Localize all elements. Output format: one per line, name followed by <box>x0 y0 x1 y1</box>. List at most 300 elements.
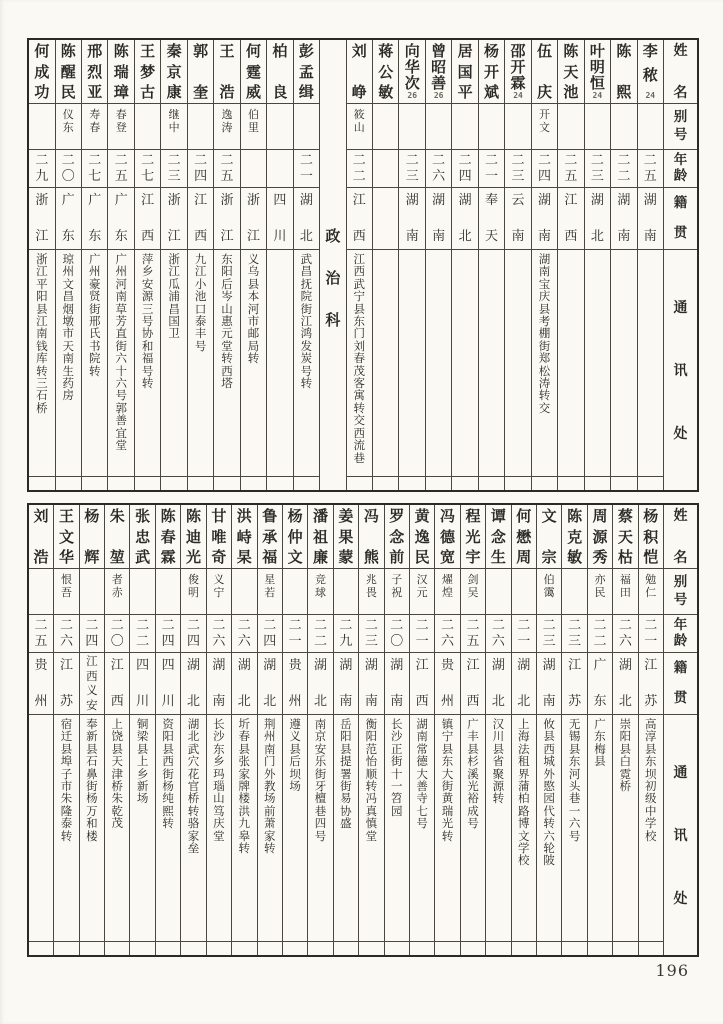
bottom-strip <box>562 942 586 955</box>
name-cell: 李 秾 24 <box>638 40 663 104</box>
age-cell: 二 三 <box>359 615 383 653</box>
header-alias: 别 号 <box>664 104 697 150</box>
bottom-strip <box>479 477 504 490</box>
age-cell <box>373 150 398 188</box>
name-cell: 刘 浩 <box>29 505 53 569</box>
person-column <box>637 40 663 490</box>
age-cell: 二 一 <box>294 150 319 188</box>
origin-cell: 浙 江 <box>214 188 239 250</box>
bottom-strip <box>308 942 332 955</box>
alias-cell <box>399 104 424 150</box>
name-cell: 甘 唯 奇 <box>207 505 231 569</box>
alias-cell: 剑 吴 <box>461 569 485 615</box>
alias-cell: 亦 民 <box>588 569 612 615</box>
bottom-strip <box>54 942 78 955</box>
name-cell: 陈 瑞 璋 <box>108 40 133 104</box>
origin-cell: 湖 北 <box>613 653 637 715</box>
bottom-strip <box>461 942 485 955</box>
alias-cell <box>334 569 358 615</box>
bottom-strip <box>512 942 536 955</box>
age-cell: 二 一 <box>512 615 536 653</box>
age-cell: 二 四 <box>80 615 104 653</box>
person-column <box>29 505 53 955</box>
alias-cell: 福 田 <box>613 569 637 615</box>
bottom-strip <box>188 477 213 490</box>
address-cell: 岳 阳 县 提 署 街 易 协 盛 <box>334 715 358 942</box>
age-cell: 二 三 <box>161 150 186 188</box>
alias-cell <box>505 104 530 150</box>
origin-cell: 湖 北 <box>232 653 256 715</box>
name-cell: 何 霆 威 <box>241 40 266 104</box>
address-cell: 上 饶 县 天 津 桥 朱 乾 茂 <box>105 715 129 942</box>
age-cell: 二 四 <box>188 150 213 188</box>
person-column <box>612 505 637 955</box>
address-cell: 南 京 安 乐 街 牙 檀 巷 四 号 <box>308 715 332 942</box>
age-cell: 二 二 <box>347 150 372 188</box>
person-column <box>504 40 530 490</box>
origin-cell: 湖 北 <box>181 653 205 715</box>
origin-cell: 湖 北 <box>308 653 332 715</box>
address-cell <box>452 250 477 477</box>
origin-cell: 湖 南 <box>638 188 663 250</box>
origin-cell: 江 苏 <box>562 653 586 715</box>
age-cell: 二 三 <box>399 150 424 188</box>
bottom-strip <box>130 942 154 955</box>
bottom-strip <box>373 477 398 490</box>
name-cell: 柏 良 <box>267 40 292 104</box>
age-cell: 二 〇 <box>385 615 409 653</box>
person-column <box>584 40 610 490</box>
alias-cell <box>479 104 504 150</box>
person-column <box>129 505 154 955</box>
age-cell: 二 四 <box>181 615 205 653</box>
origin-cell: 湖 南 <box>532 188 557 250</box>
address-cell: 衡 阳 范 怡 顺 转 冯 真 慎 堂 <box>359 715 383 942</box>
bottom-strip <box>435 942 459 955</box>
origin-cell: 贵 州 <box>29 653 53 715</box>
person-column <box>610 40 636 490</box>
alias-cell <box>373 104 398 150</box>
address-cell: 无 锡 县 东 河 头 巷 一 六 号 <box>562 715 586 942</box>
footnote-mark: 26 <box>407 91 418 100</box>
person-column <box>240 40 266 490</box>
alias-cell <box>638 104 663 150</box>
origin-cell: 湖 南 <box>359 653 383 715</box>
address-cell: 琼 州 文 昌 烟 墩 市 天 南 生 药 房 <box>56 250 81 477</box>
bottom-strip <box>486 942 510 955</box>
age-cell: 二 三 <box>505 150 530 188</box>
origin-cell: 四 川 <box>267 188 292 250</box>
alias-cell <box>130 569 154 615</box>
section-divider-column <box>319 40 345 490</box>
age-cell: 二 六 <box>232 615 256 653</box>
bottom-strip <box>258 942 282 955</box>
age-cell: 二 六 <box>613 615 637 653</box>
bottom-strip <box>29 942 53 955</box>
age-cell: 二 三 <box>537 615 561 653</box>
age-cell: 二 二 <box>308 615 332 653</box>
person-column <box>55 40 81 490</box>
bottom-strip <box>334 942 358 955</box>
person-column <box>460 505 485 955</box>
address-cell: 九 江 小 池 口 泰 丰 号 <box>188 250 213 477</box>
name-cell: 程 光 宇 <box>461 505 485 569</box>
bottom-strip <box>56 477 81 490</box>
address-cell <box>558 250 583 477</box>
address-cell: 奉 新 县 石 鼻 街 杨 万 和 楼 <box>80 715 104 942</box>
address-cell: 上 海 法 租 界 蒲 柏 路 博 文 学 校 <box>512 715 536 942</box>
origin-cell: 广 东 <box>56 188 81 250</box>
alias-cell <box>611 104 636 150</box>
bottom-strip <box>385 942 409 955</box>
origin-cell: 湖 北 <box>258 653 282 715</box>
alias-cell <box>558 104 583 150</box>
alias-cell <box>188 104 213 150</box>
alias-cell: 寿 春 <box>82 104 107 150</box>
address-cell: 广 州 豪 贤 街 邢 氏 书 院 转 <box>82 250 107 477</box>
person-column <box>79 505 104 955</box>
bottom-strip <box>294 477 319 490</box>
person-column <box>307 505 332 955</box>
origin-cell: 江 西 <box>135 188 160 250</box>
name-cell: 杨 仲 文 <box>283 505 307 569</box>
name-cell: 杨 积 恺 <box>639 505 663 569</box>
age-cell: 二 六 <box>486 615 510 653</box>
bottom-strip <box>80 942 104 955</box>
header-alias: 别 号 <box>664 569 697 615</box>
bottom-strip <box>207 942 231 955</box>
name-cell: 谭 念 生 <box>486 505 510 569</box>
person-column <box>398 40 424 490</box>
origin-cell <box>373 188 398 250</box>
address-cell <box>29 715 53 942</box>
age-cell: 二 三 <box>585 150 610 188</box>
bottom-strip <box>135 477 160 490</box>
name-cell: 杨 辉 <box>80 505 104 569</box>
person-column <box>478 40 504 490</box>
person-column <box>536 505 561 955</box>
alias-cell: 义 宁 <box>207 569 231 615</box>
header-column <box>663 505 697 955</box>
name-cell: 洪 峙 杲 <box>232 505 256 569</box>
address-cell <box>611 250 636 477</box>
address-cell <box>638 250 663 477</box>
name-cell: 彭 孟 缉 <box>294 40 319 104</box>
age-cell: 二 三 <box>562 615 586 653</box>
name-cell: 王 浩 <box>214 40 239 104</box>
age-cell: 二 五 <box>461 615 485 653</box>
name-cell: 曾 昭 善 26 <box>426 40 451 104</box>
name-cell: 冯 德 宽 <box>435 505 459 569</box>
address-cell: 东 阳 后 岑 山 惠 元 堂 转 西 塔 <box>214 250 239 477</box>
name-cell: 秦 京 康 <box>161 40 186 104</box>
person-column <box>213 40 239 490</box>
name-cell: 陈 迪 光 <box>181 505 205 569</box>
age-cell: 二 四 <box>452 150 477 188</box>
alias-cell <box>585 104 610 150</box>
bottom-strip <box>267 477 292 490</box>
person-column <box>561 505 586 955</box>
person-column <box>587 505 612 955</box>
address-cell: 武 昌 抚 院 街 江 鸿 发 炭 号 转 <box>294 250 319 477</box>
origin-cell: 江 西 <box>347 188 372 250</box>
name-cell: 王 梦 古 <box>135 40 160 104</box>
origin-cell: 湖 南 <box>537 653 561 715</box>
alias-cell: 竞 球 <box>308 569 332 615</box>
header-origin: 籍 贯 <box>664 653 697 715</box>
address-cell <box>505 250 530 477</box>
name-cell: 黄 逸 民 <box>410 505 434 569</box>
origin-cell: 江 苏 <box>54 653 78 715</box>
person-column <box>231 505 256 955</box>
origin-cell: 浙 江 <box>29 188 54 250</box>
origin-cell: 湖 北 <box>486 653 510 715</box>
age-cell: 二 九 <box>334 615 358 653</box>
name-cell: 向 华 次 26 <box>399 40 424 104</box>
alias-cell <box>135 104 160 150</box>
origin-cell: 广 东 <box>588 653 612 715</box>
name-cell: 邢 烈 亚 <box>82 40 107 104</box>
person-column <box>333 505 358 955</box>
age-cell: 二 六 <box>207 615 231 653</box>
name-cell: 罗 念 前 <box>385 505 409 569</box>
bottom-strip <box>347 477 372 490</box>
age-cell: 二 二 <box>611 150 636 188</box>
header-address: 通 讯 处 <box>673 299 688 442</box>
person-column <box>257 505 282 955</box>
name-cell: 刘 峥 <box>347 40 372 104</box>
footnote-mark: 24 <box>645 91 656 100</box>
origin-cell: 湖 南 <box>385 653 409 715</box>
bottom-strip <box>532 477 557 490</box>
bottom-strip <box>638 477 663 490</box>
section-label: 政 治 科 <box>325 226 341 329</box>
origin-cell: 贵 州 <box>435 653 459 715</box>
bottom-strip <box>452 477 477 490</box>
age-cell: 二 五 <box>638 150 663 188</box>
age-cell: 二 一 <box>479 150 504 188</box>
alias-cell <box>562 569 586 615</box>
name-cell: 郭 奎 <box>188 40 213 104</box>
alias-cell: 仪 东 <box>56 104 81 150</box>
footnote-mark: 24 <box>513 91 523 100</box>
origin-cell: 江 西 <box>188 188 213 250</box>
age-cell: 二 四 <box>156 615 180 653</box>
address-cell: 荆 州 南 门 外 教 场 前 萧 家 转 <box>258 715 282 942</box>
person-column <box>155 505 180 955</box>
address-cell <box>267 250 292 477</box>
origin-cell: 四 川 <box>156 653 180 715</box>
bottom-strip <box>399 477 424 490</box>
age-cell: 二 六 <box>54 615 78 653</box>
address-cell: 广 丰 县 杉 溪 光 裕 成 号 <box>461 715 485 942</box>
origin-cell: 江 苏 <box>639 653 663 715</box>
name-cell: 张 忠 武 <box>130 505 154 569</box>
origin-cell: 广 东 <box>108 188 133 250</box>
name-cell: 潘 祖 廉 <box>308 505 332 569</box>
name-cell: 陈 天 池 <box>558 40 583 104</box>
alias-cell <box>283 569 307 615</box>
bottom-strip <box>82 477 107 490</box>
alias-cell <box>426 104 451 150</box>
age-cell: 二 四 <box>532 150 557 188</box>
address-cell: 汉 川 县 省 聚 源 转 <box>486 715 510 942</box>
name-cell: 蒋 公 敏 <box>373 40 398 104</box>
age-cell: 二 〇 <box>105 615 129 653</box>
address-cell: 浙 江 瓜 浦 昌 国 卫 <box>161 250 186 477</box>
bottom-strip <box>410 942 434 955</box>
age-cell <box>267 150 292 188</box>
name-cell: 姜 果 蒙 <box>334 505 358 569</box>
alias-cell: 恨 吾 <box>54 569 78 615</box>
person-column <box>180 505 205 955</box>
bottom-strip <box>108 477 133 490</box>
person-column <box>372 40 398 490</box>
person-column <box>134 40 160 490</box>
person-column <box>53 505 78 955</box>
age-cell: 二 〇 <box>56 150 81 188</box>
bottom-strip <box>241 477 266 490</box>
person-column <box>409 505 434 955</box>
address-cell: 广 东 梅 县 <box>588 715 612 942</box>
bottom-strip <box>537 942 561 955</box>
bottom-strip <box>283 942 307 955</box>
header-name: 姓 名 <box>664 505 697 569</box>
bottom-strip <box>181 942 205 955</box>
origin-cell: 湖 南 <box>334 653 358 715</box>
person-column <box>107 40 133 490</box>
person-column <box>81 40 107 490</box>
alias-cell <box>486 569 510 615</box>
bottom-strip <box>232 942 256 955</box>
address-cell: 攸 县 西 城 外 愍 园 代 转 六 轮 陂 <box>537 715 561 942</box>
origin-cell: 江 西 <box>558 188 583 250</box>
age-cell: 二 二 <box>130 615 154 653</box>
person-column <box>557 40 583 490</box>
origin-cell: 湖 南 <box>399 188 424 250</box>
address-cell: 宿 迁 县 埠 子 市 朱 隆 泰 转 <box>54 715 78 942</box>
bottom-strip <box>585 477 610 490</box>
bottom-strip <box>639 942 663 955</box>
alias-cell <box>29 569 53 615</box>
alias-cell <box>294 104 319 150</box>
person-column <box>282 505 307 955</box>
name-cell: 冯 熊 <box>359 505 383 569</box>
person-column <box>346 40 372 490</box>
bottom-strip <box>156 942 180 955</box>
alias-cell <box>80 569 104 615</box>
age-cell: 二 五 <box>214 150 239 188</box>
age-cell <box>241 150 266 188</box>
name-cell: 叶 明 恒 24 <box>585 40 610 104</box>
alias-cell <box>267 104 292 150</box>
origin-cell: 江 西 <box>105 653 129 715</box>
address-cell: 浙 江 平 阳 县 江 南 钱 库 转 三 石 桥 <box>29 250 54 477</box>
name-cell: 蔡 天 枯 <box>613 505 637 569</box>
alias-cell: 伯 霭 <box>537 569 561 615</box>
alias-cell: 继 中 <box>161 104 186 150</box>
age-cell: 二 九 <box>29 150 54 188</box>
name-cell: 陈 春 霖 <box>156 505 180 569</box>
age-cell: 二 四 <box>258 615 282 653</box>
bottom-strip <box>426 477 451 490</box>
age-cell: 二 一 <box>283 615 307 653</box>
alias-cell: 子 祝 <box>385 569 409 615</box>
origin-cell: 湖 北 <box>585 188 610 250</box>
alias-cell: 勉 仁 <box>639 569 663 615</box>
alias-cell: 伯 里 <box>241 104 266 150</box>
person-column <box>206 505 231 955</box>
alias-cell: 者 赤 <box>105 569 129 615</box>
alias-cell <box>452 104 477 150</box>
age-cell: 二 六 <box>435 615 459 653</box>
person-column <box>511 505 536 955</box>
address-cell: 镇 宁 县 东 大 街 黄 瑞 光 转 <box>435 715 459 942</box>
name-cell: 陈 醒 民 <box>56 40 81 104</box>
bottom-strip <box>214 477 239 490</box>
age-cell: 二 一 <box>410 615 434 653</box>
age-cell: 二 七 <box>82 150 107 188</box>
alias-cell: 汉 元 <box>410 569 434 615</box>
name-cell: 周 源 秀 <box>588 505 612 569</box>
alias-cell <box>512 569 536 615</box>
address-cell <box>399 250 424 477</box>
bottom-strip <box>105 942 129 955</box>
bottom-strip <box>588 942 612 955</box>
person-column <box>425 40 451 490</box>
address-cell: 湖 北 武 穴 花 官 桥 转 骆 家 垒 <box>181 715 205 942</box>
person-column <box>384 505 409 955</box>
name-cell: 王 文 华 <box>54 505 78 569</box>
alias-cell: 俊 明 <box>181 569 205 615</box>
name-cell: 陈 克 敏 <box>562 505 586 569</box>
person-column <box>29 40 54 490</box>
person-column <box>293 40 319 490</box>
name-cell: 邵 开 霖 24 <box>505 40 530 104</box>
alias-cell: 燿 煌 <box>435 569 459 615</box>
roster-table-continued <box>27 503 699 957</box>
name-cell: 居 国 平 <box>452 40 477 104</box>
address-cell: 圻 春 县 张 家 牌 楼 洪 九 皋 转 <box>232 715 256 942</box>
origin-cell: 湖 南 <box>426 188 451 250</box>
name-cell: 朱 堃 <box>105 505 129 569</box>
person-column <box>531 40 557 490</box>
name-cell: 陈 熙 <box>611 40 636 104</box>
alias-cell <box>156 569 180 615</box>
name-cell: 杨 开 斌 <box>479 40 504 104</box>
origin-cell: 浙 江 <box>241 188 266 250</box>
header-age: 年 龄 <box>664 150 697 188</box>
name-cell: 鲁 承 福 <box>258 505 282 569</box>
origin-cell: 湖 北 <box>512 653 536 715</box>
age-cell: 二 五 <box>108 150 133 188</box>
alias-cell: 逸 涛 <box>214 104 239 150</box>
name-cell: 文 宗 <box>537 505 561 569</box>
person-column <box>187 40 213 490</box>
address-cell: 资 阳 县 西 街 杨 纯 熙 转 <box>156 715 180 942</box>
bottom-strip <box>505 477 530 490</box>
age-cell: 二 六 <box>426 150 451 188</box>
origin-cell: 四 川 <box>130 653 154 715</box>
age-cell: 二 五 <box>29 615 53 653</box>
footnote-mark: 24 <box>592 91 603 100</box>
name-cell: 何 懋 周 <box>512 505 536 569</box>
person-column <box>160 40 186 490</box>
alias-cell: 兆 畏 <box>359 569 383 615</box>
address-cell: 湖 南 宝 庆 县 考 棚 街 郑 松 涛 转 交 <box>532 250 557 477</box>
alias-cell <box>232 569 256 615</box>
origin-cell: 云 南 <box>505 188 530 250</box>
